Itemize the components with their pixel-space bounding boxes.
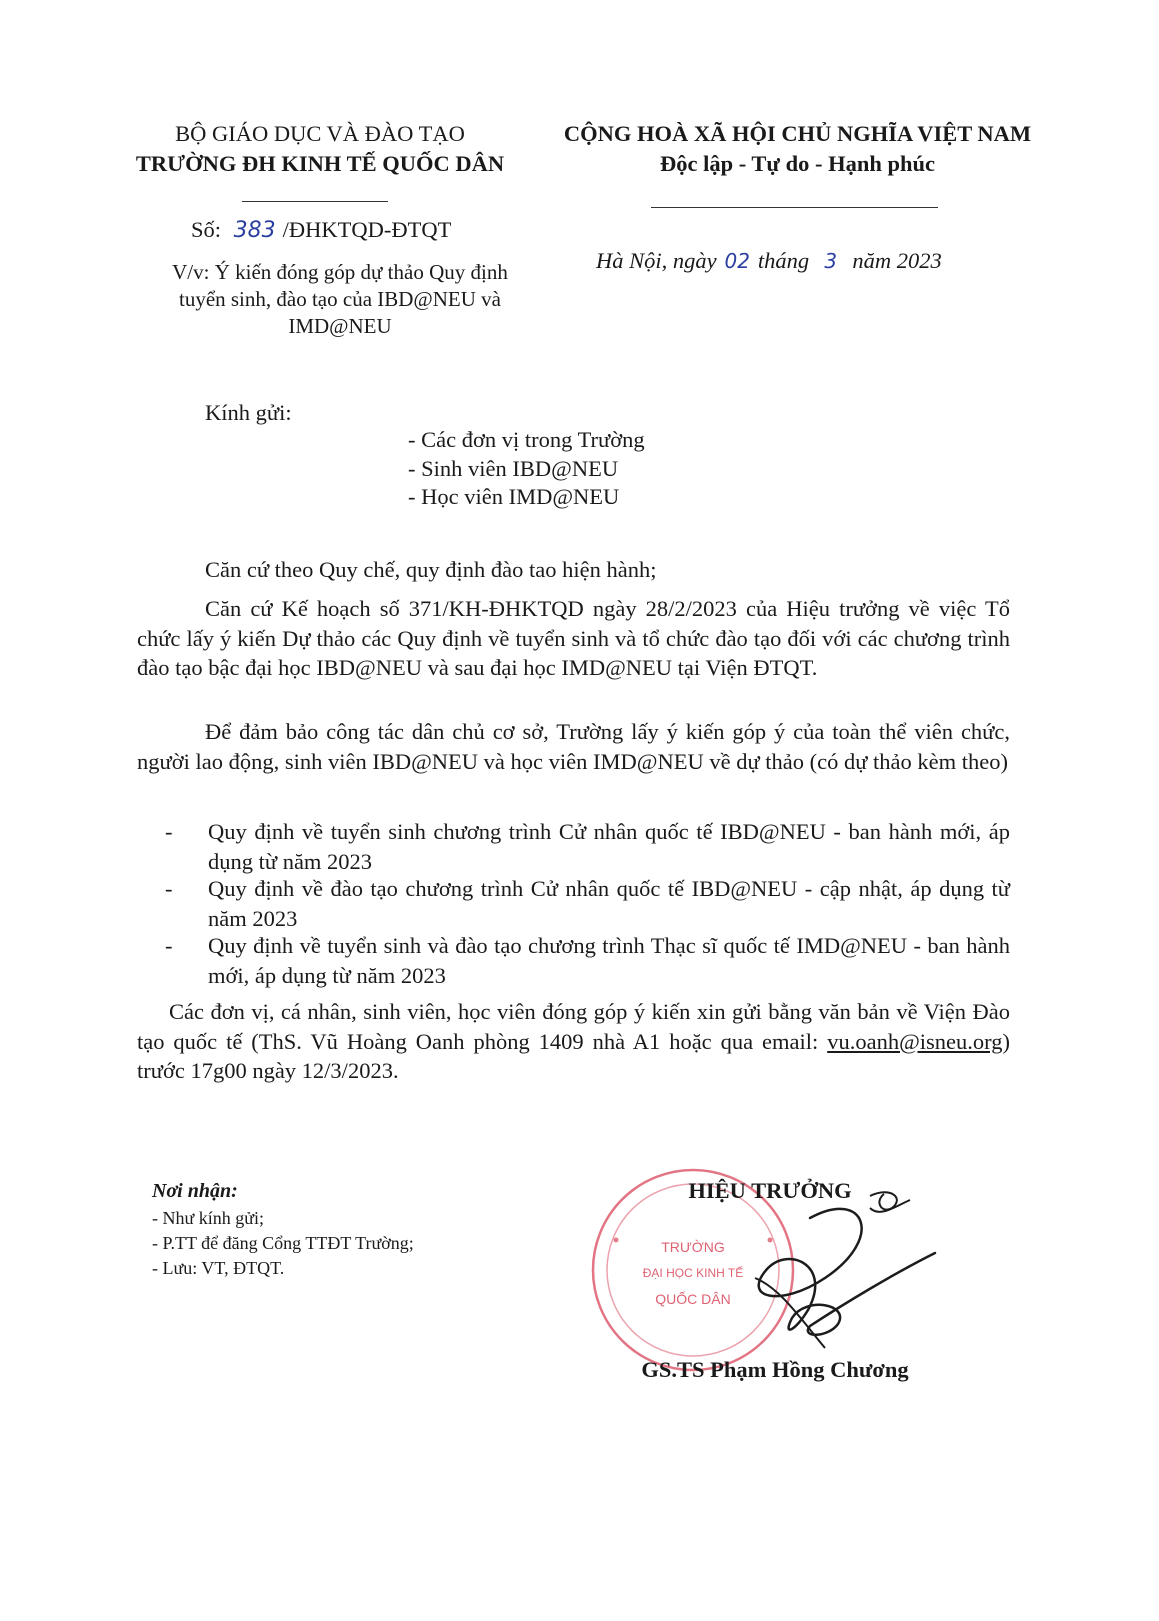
bullet-text: Quy định về đào tạo chương trình Cử nhân quốc tế IBD@NEU - cập nhật, áp dụng từ năm 2023 (208, 876, 1010, 931)
motto: Độc lập - Tự do - Hạnh phúc (659, 151, 936, 176)
ministry-name: BỘ GIÁO DỤC VÀ ĐÀO TẠO (175, 121, 465, 146)
date-month: 3 (824, 249, 838, 273)
stamp-text: QUỐC DÂN (655, 1291, 731, 1307)
signer-name: GS.TS Phạm Hồng Chương (641, 1357, 909, 1382)
recipients-label: Kính gửi: (205, 400, 292, 425)
signature-initial (870, 1192, 910, 1212)
date-year: năm 2023 (852, 248, 942, 273)
bullet-dash: - (165, 933, 173, 958)
header-left (100, 119, 540, 179)
bullet-item (165, 874, 1010, 934)
paragraph-basis-plan: Căn cứ Kế hoạch số 371/KH-ĐHKTQD ngày 28/2/2023 của Hiệu trưởng về việc Tổ chức lấy ý kiến Dự thảo các Quy định về tuyển sinh và tổ chức đào tạo đối với các chương trình đào tạo bậc đại học IBD@NEU và sau đại học IMD@NEU tại Viện ĐTQT. (137, 596, 1010, 680)
subject-line-1: V/v: Ý kiến đóng góp dự thảo Quy định (172, 260, 508, 284)
subject-line-3: IMD@NEU (288, 314, 392, 338)
recipient-item: - Các đơn vị trong Trường (408, 427, 645, 452)
stamp-text: TRƯỜNG (661, 1239, 725, 1255)
receiver-item: - Lưu: VT, ĐTQT. (152, 1258, 285, 1278)
signer-title: HIỆU TRƯỞNG (688, 1178, 852, 1203)
header-right (555, 119, 1040, 179)
subject (120, 259, 560, 340)
bullet-dash: - (165, 819, 173, 844)
submission-deadline: ) trước 17g00 ngày 12/3/2023. (137, 1028, 1010, 1083)
school-name: TRƯỜNG ĐH KINH TẾ QUỐC DÂN (135, 151, 505, 176)
number-handwritten: 383 (233, 218, 276, 243)
paragraph-basis-regulation: Căn cứ theo Quy chế, quy định đào tao hiện hành; (205, 557, 657, 582)
submission-text: Các đơn vị, cá nhân, sinh viên, học viên đóng góp ý kiến xin gửi bằng văn bản về Viện Đào tạo quốc tế (ThS. Vũ Hoàng Oanh phòng 1409 nhà A1 hoặc qua email: (137, 999, 1010, 1054)
number-label: Số: (191, 217, 222, 242)
receiver-item: - P.TT để đăng Cổng TTĐT Trường; (152, 1233, 414, 1253)
bullet-item (165, 817, 1010, 877)
date-prefix: Hà Nội, ngày (596, 248, 717, 273)
email-link[interactable]: vu.oanh@isneu.org (827, 1028, 1003, 1054)
document-number (191, 215, 451, 246)
subject-line-2: tuyển sinh, đào tạo của IBD@NEU và (178, 287, 501, 311)
header-left-rule (242, 201, 388, 202)
stamp-dot (614, 1238, 619, 1243)
bullet-dash: - (165, 876, 173, 901)
date-line (596, 246, 942, 276)
receivers-list (152, 1206, 414, 1281)
receiver-item: - Như kính gửi; (152, 1208, 265, 1228)
recipients-list (408, 426, 645, 512)
bullet-text: Quy định về tuyển sinh và đào tạo chương trình Thạc sĩ quốc tế IMD@NEU - ban hành mới, áp dụng từ năm 2023 (208, 933, 1010, 988)
bullet-text: Quy định về tuyển sinh chương trình Cử nhân quốc tế IBD@NEU - ban hành mới, áp dụng từ năm 2023 (208, 819, 1010, 874)
receivers-label: Nơi nhận: (152, 1180, 238, 1202)
header-right-rule (651, 207, 938, 208)
paragraph-purpose: Để đảm bảo công tác dân chủ cơ sở, Trường lấy ý kiến góp ý của toàn thể viên chức, người lao động, sinh viên IBD@NEU và học viên IMD@NEU về dự thảo (có dự thảo kèm theo) (137, 719, 1010, 774)
signature-stroke (759, 1209, 935, 1335)
stamp-text: ĐẠI HỌC KINH TẾ (642, 1266, 744, 1280)
bullet-item (165, 931, 1010, 991)
recipient-item: - Sinh viên IBD@NEU (408, 455, 619, 481)
handwritten-signature (660, 1178, 950, 1368)
number-suffix: /ĐHKTQD-ĐTQT (282, 217, 452, 242)
paragraph-submission (137, 997, 1010, 1086)
date-day: 02 (724, 249, 750, 273)
date-month-label: tháng (757, 248, 810, 273)
recipient-item: - Học viên IMD@NEU (408, 484, 620, 509)
country-name: CỘNG HOÀ XÃ HỘI CHỦ NGHĨA VIỆT NAM (563, 121, 1032, 146)
